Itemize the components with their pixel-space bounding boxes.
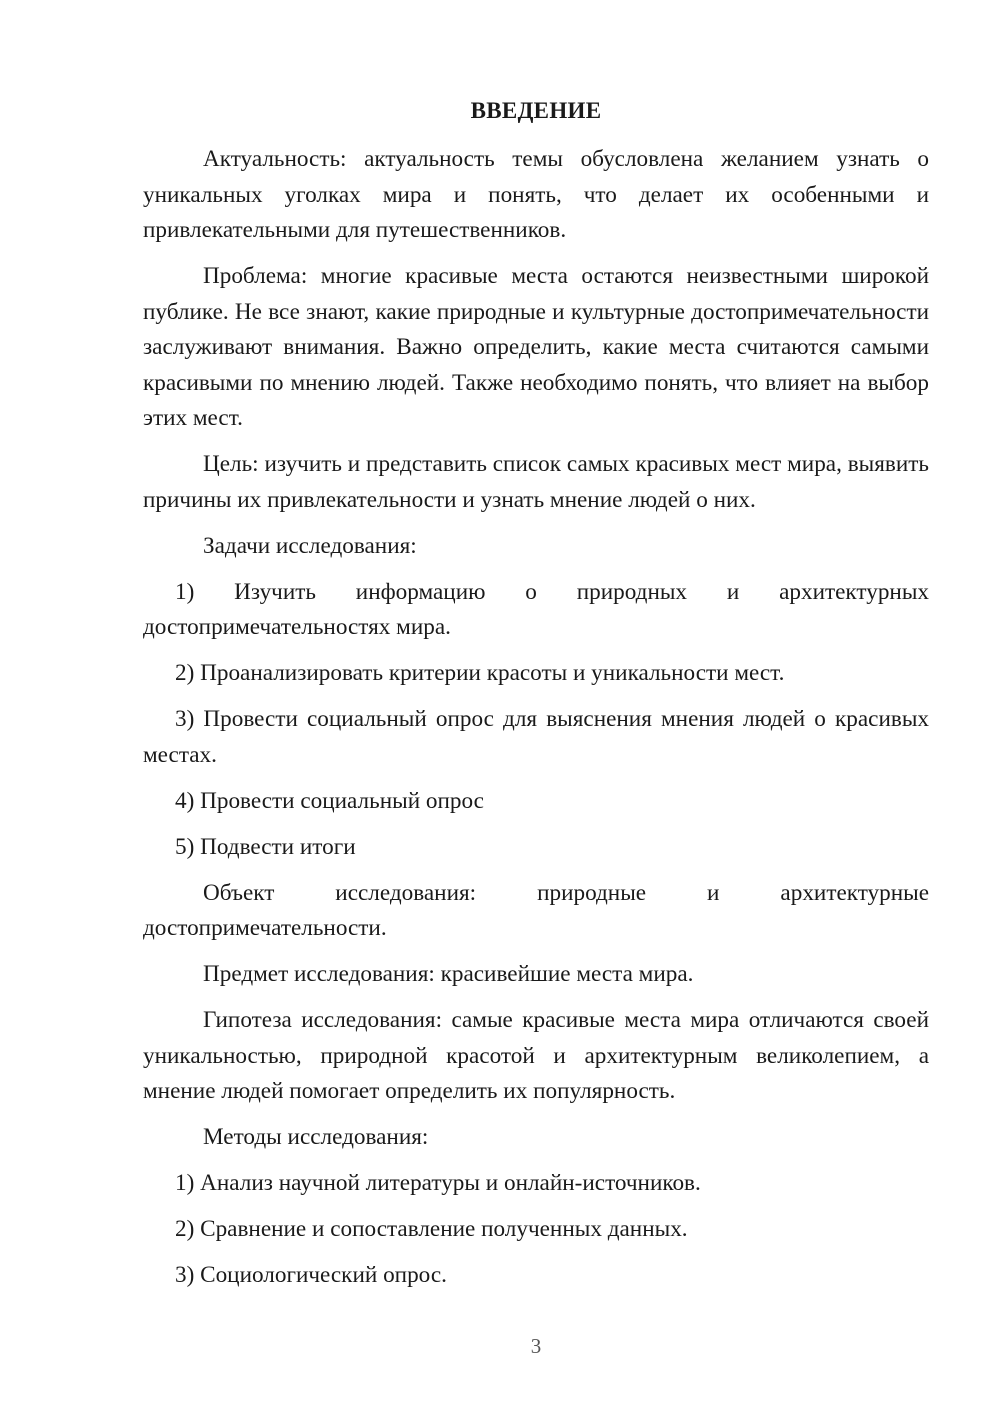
list-item-method-2: 2) Сравнение и сопоставление полученных данных. <box>175 1216 688 1242</box>
paragraph-methods-heading: Методы исследования: <box>203 1124 429 1150</box>
paragraph-goal: Цель: изучить и представить список самых красивых мест мира, выявить причины их привлекательности и узнать мнение людей о них. <box>143 451 929 513</box>
paragraph-tasks-heading: Задачи исследования: <box>203 532 417 559</box>
paragraph-hypothesis: Гипотеза исследования: самые красивые места мира отличаются своей уникальностью, природной красотой и архитектурным великолепием, а мнение людей помогает определить их популярность. <box>143 1007 929 1104</box>
page-title: ВВЕДЕНИЕ <box>470 98 602 123</box>
paragraph-relevance: Актуальность: актуальность темы обусловлена желанием узнать о уникальных уголках мира и понять, что делает их особенными и привлекательными для путешественников. <box>143 146 929 243</box>
list-item-method-1: 1) Анализ научной литературы и онлайн-источников. <box>175 1170 701 1196</box>
list-item-method-3: 3) Социологический опрос. <box>175 1262 447 1288</box>
list-item-task-1: 1) Изучить информацию о природных и архитектурных достопримечательностях мира. <box>143 578 929 640</box>
page-number: 3 <box>530 1334 542 1358</box>
paragraph-object: Объект исследования: природные и архитектурные достопримечательности. <box>143 879 929 941</box>
list-item-task-5: 5) Подвести итоги <box>175 833 356 860</box>
document-body <box>143 142 929 1304</box>
list-item-task-2: 2) Проанализировать критерии красоты и уникальности мест. <box>175 660 785 686</box>
paragraph-problem: Проблема: многие красивые места остаются неизвестными широкой публике. Не все знают, какие природные и культурные достопримечательности заслуживают внимания. Важно определить, какие места считаются самыми красивыми по мнению людей. Также необходимо понять, что влияет на выбор этих мест. <box>143 263 929 431</box>
list-item-task-3: 3) Провести социальный опрос для выяснения мнения людей о красивых местах. <box>143 706 929 768</box>
list-item-task-4: 4) Провести социальный опрос <box>175 787 484 814</box>
paragraph-subject: Предмет исследования: красивейшие места мира. <box>203 961 694 987</box>
